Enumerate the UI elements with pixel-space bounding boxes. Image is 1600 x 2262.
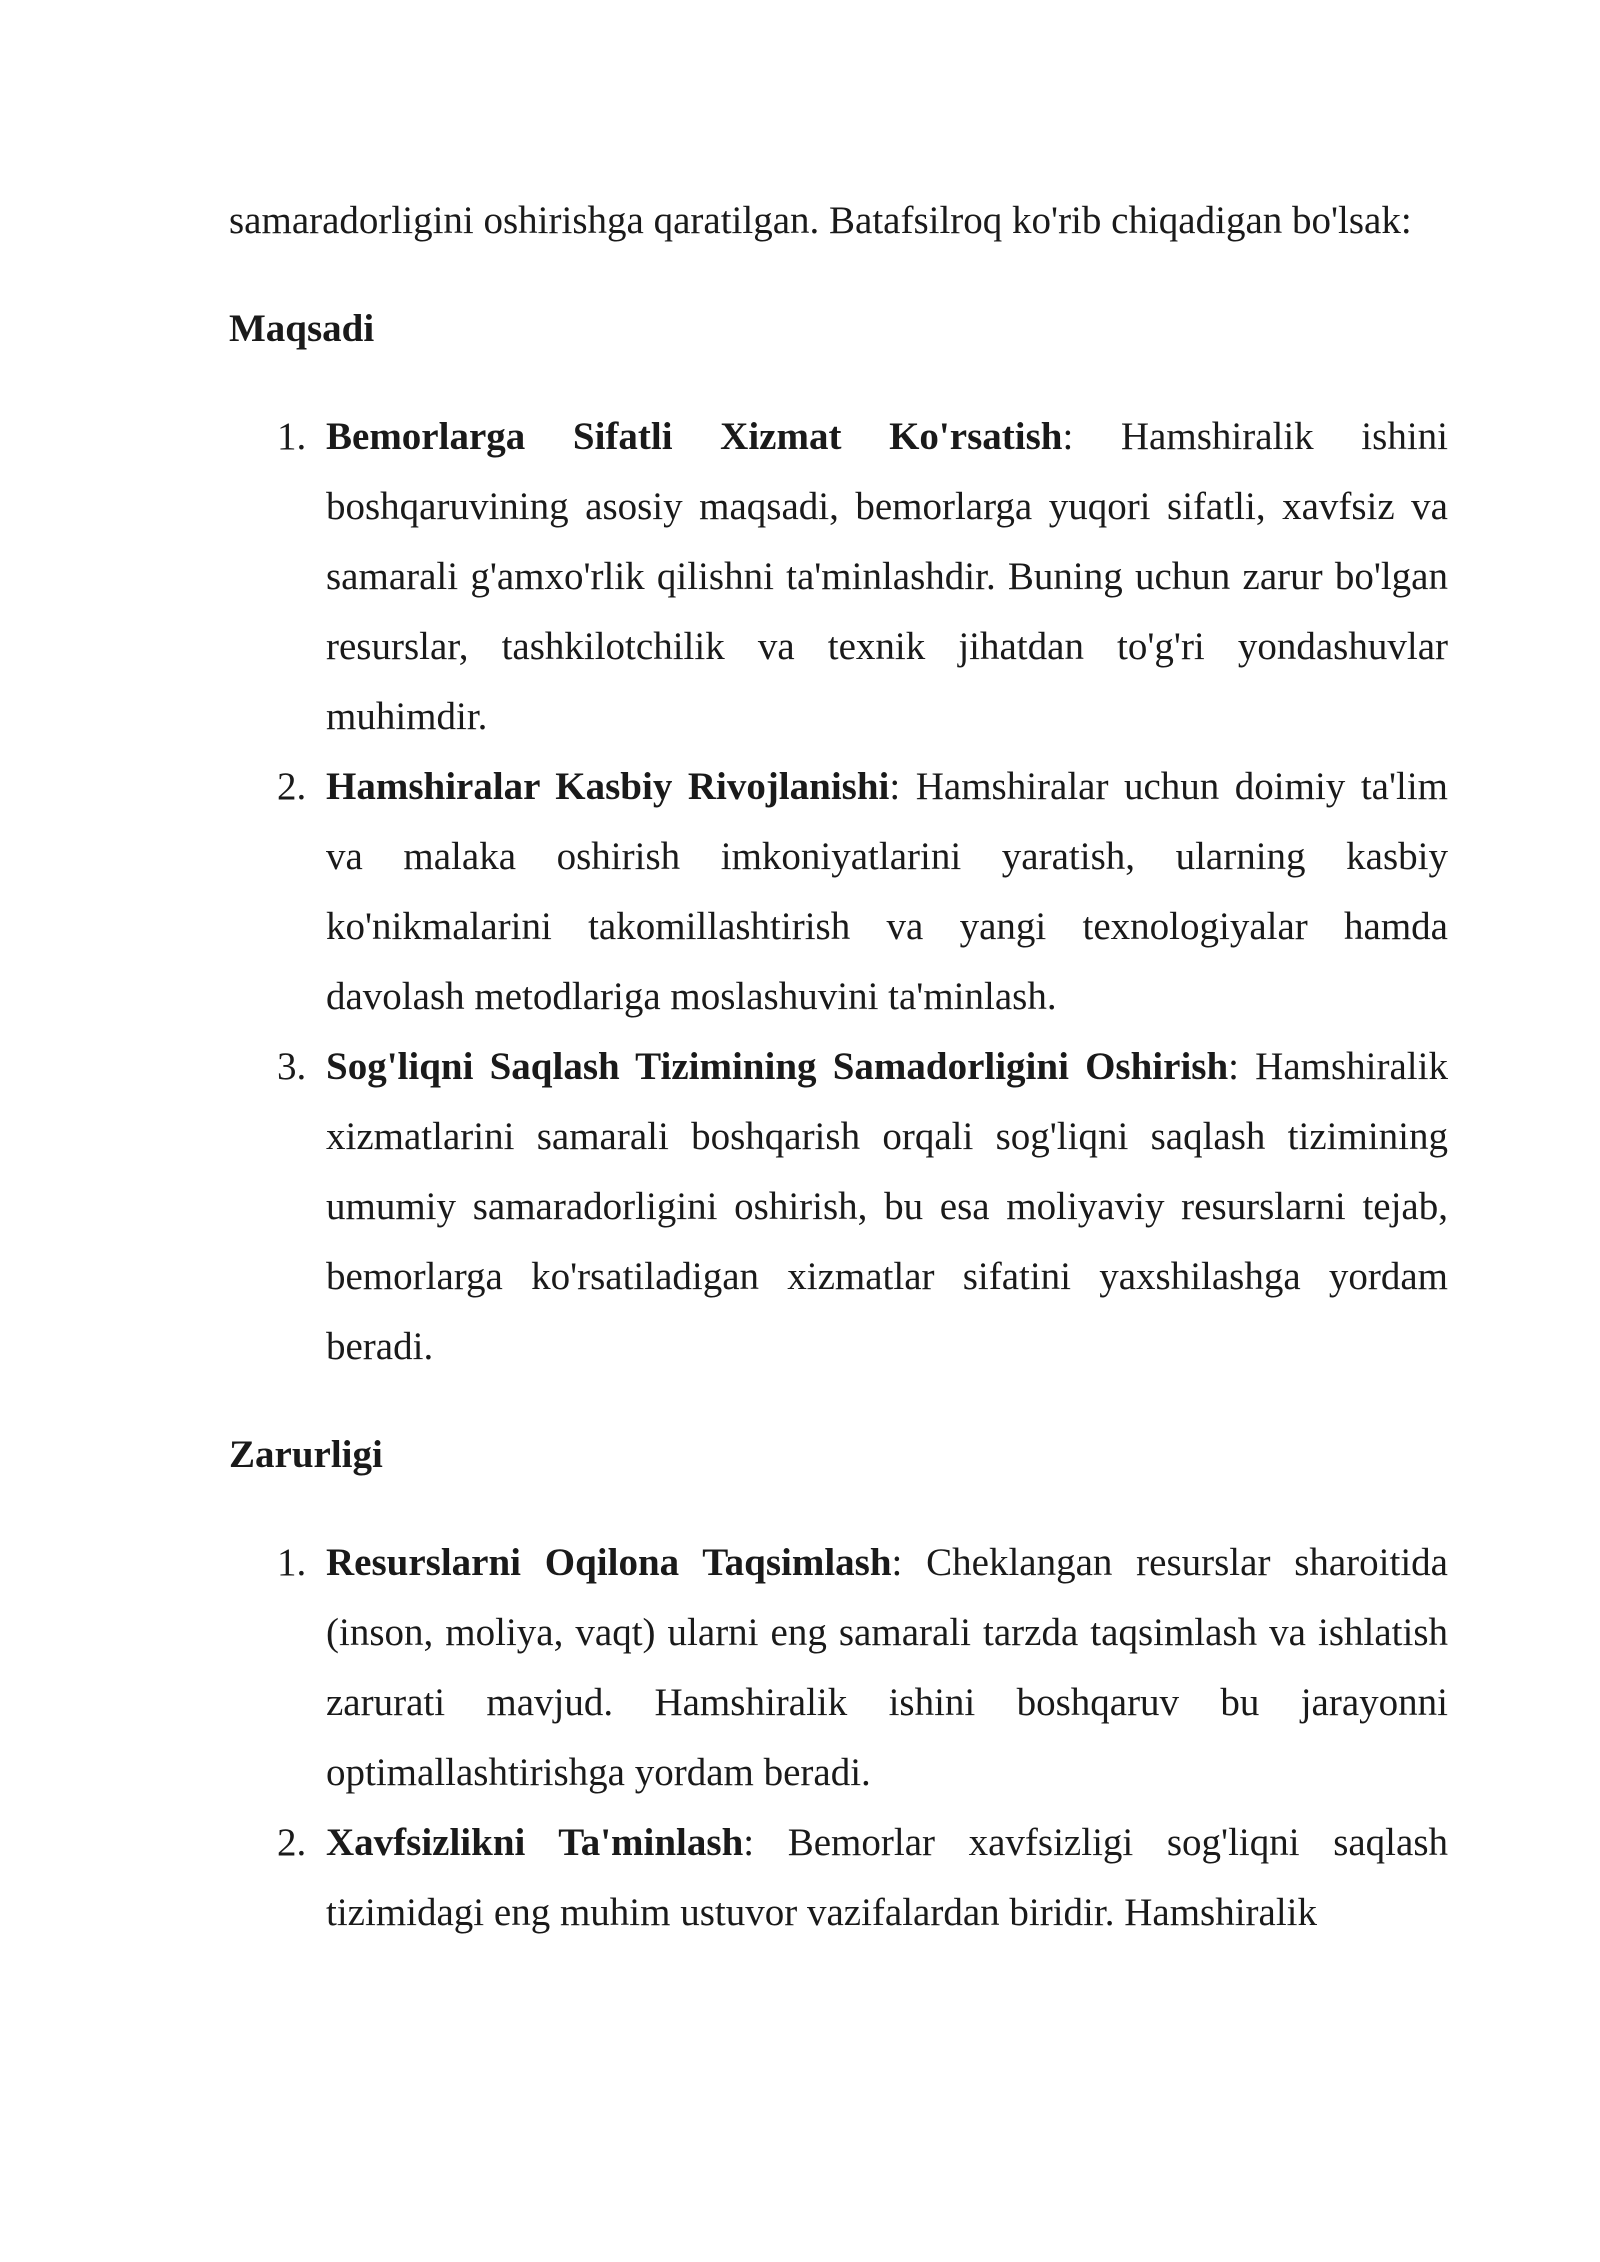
list-item-text: : Hamshiralik xizmatlarini samarali boshqarish orqali sog'liqni saqlash tizimining umumiy samaradorligini oshirish, bu esa moliyaviy resurslarni tejab, bemorlarga ko'rsatiladigan xizmatlar sifatini yaxshilashga yordam beradi. — [326, 1045, 1448, 1368]
list-number: 1. — [277, 1541, 307, 1584]
list-number: 1. — [277, 415, 307, 458]
section-heading-maqsadi: Maqsadi — [229, 307, 375, 350]
list-item-term: Hamshiralar Kasbiy Rivojlanishi — [326, 765, 890, 808]
list-item — [229, 1528, 1448, 1808]
zarurligi-list — [229, 1528, 1448, 1948]
list-number: 2. — [277, 765, 307, 808]
list-item-term: Resurslarni Oqilona Taqsimlash — [326, 1541, 892, 1584]
list-item-term: Bemorlarga Sifatli Xizmat Ko'rsatish — [326, 415, 1063, 458]
list-item-text: : Hamshiralar uchun doimiy ta'lim va malaka oshirish imkoniyatlarini yaratish, ularning kasbiy ko'nikmalarini takomillashtirish va yangi texnologiyalar hamda davolash metodlariga moslashuvini ta'minlash. — [326, 765, 1448, 1018]
list-item-text: : Hamshiralik ishini boshqaruvining asosiy maqsadi, bemorlarga yuqori sifatli, xavfsiz va samarali g'amxo'rlik qilishni ta'minlashdir. Buning uchun zarur bo'lgan resurslar, tashkilotchilik va texnik jihatdan to'g'ri yondashuvlar muhimdir. — [326, 415, 1448, 738]
list-item — [229, 752, 1448, 1032]
section-heading-zarurligi: Zarurligi — [229, 1433, 383, 1476]
list-item-term: Xavfsizlikni Ta'minlash — [326, 1821, 744, 1864]
list-item-term: Sog'liqni Saqlash Tizimining Samadorligini Oshirish — [326, 1045, 1229, 1088]
list-number: 3. — [277, 1045, 307, 1088]
list-item — [229, 1808, 1448, 1948]
list-item — [229, 402, 1448, 752]
maqsadi-list — [229, 402, 1448, 1382]
list-item — [229, 1032, 1448, 1382]
intro-paragraph: samaradorligini oshirishga qaratilgan. Batafsilroq ko'rib chiqadigan bo'lsak: — [229, 199, 1412, 242]
list-item-text: : Cheklangan resurslar sharoitida (inson, moliya, vaqt) ularni eng samarali tarzda taqsimlash va ishlatish zarurati mavjud. Hamshiralik ishini boshqaruv bu jarayonni optimallashtirishga yordam beradi. — [326, 1541, 1448, 1794]
list-number: 2. — [277, 1821, 307, 1864]
list-item-text: : Bemorlar xavfsizligi sog'liqni saqlash tizimidagi eng muhim ustuvor vazifalardan biridir. Hamshiralik — [326, 1821, 1449, 1934]
